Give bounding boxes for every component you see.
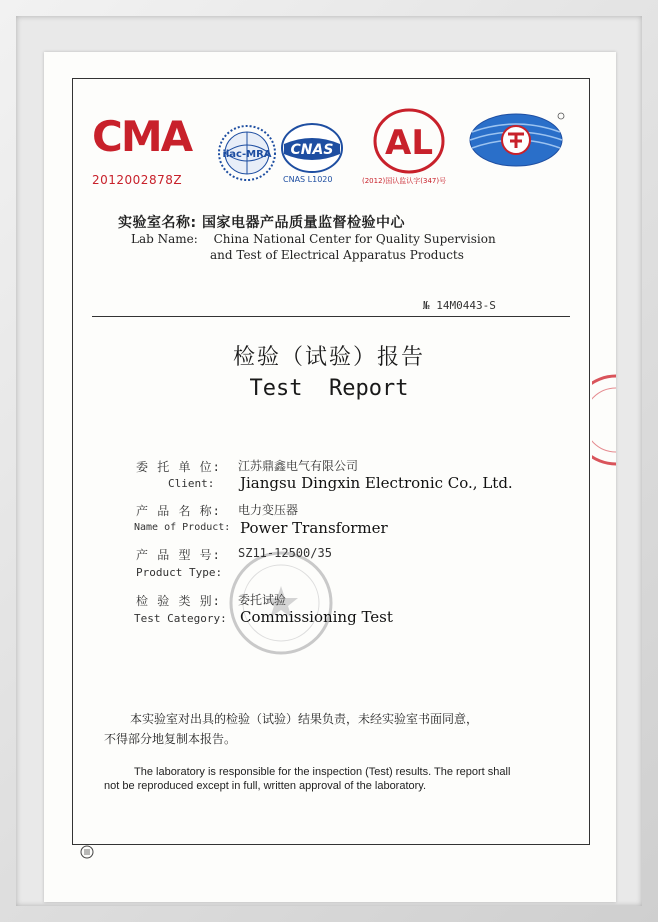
client-value-en: Jiangsu Dingxin Electronic Co., Ltd. bbox=[240, 474, 513, 492]
test-category-label-en: Test Category: bbox=[134, 612, 227, 625]
footer-mark-icon bbox=[80, 844, 94, 863]
report-title-cn: 检验（试验）报告 bbox=[232, 345, 425, 370]
lab-value-cn: 国家电器产品质量监督检验中心 bbox=[201, 215, 405, 231]
notice-cn-line2: 不得部分地复制本报告。 bbox=[104, 732, 237, 746]
product-name-value-cn: 电力变压器 bbox=[238, 503, 299, 517]
test-category-label-cn: 检 验 类 别: bbox=[136, 594, 221, 608]
cnas-number: CNAS L1020 bbox=[283, 175, 333, 184]
lab-name-cn bbox=[118, 212, 405, 232]
product-name-value-en: Power Transformer bbox=[240, 519, 388, 537]
ilac-mra-icon bbox=[216, 123, 278, 187]
cal-number: (2012)国认监认字(347)号 bbox=[362, 177, 447, 185]
side-seal-icon bbox=[592, 374, 616, 470]
product-type-value: SZ11-12500/35 bbox=[238, 546, 332, 560]
product-type-label-cn: 产 品 型 号: bbox=[136, 548, 221, 562]
client-label-cn: 委 托 单 位: bbox=[136, 460, 221, 474]
svg-text:CNAS: CNAS bbox=[290, 142, 334, 158]
notice-cn-line1: 本实验室对出具的检验（试验）结果负责，未经实验室书面同意， bbox=[130, 712, 479, 726]
divider bbox=[92, 316, 570, 317]
lab-label-en: Lab Name: bbox=[131, 232, 198, 246]
notice-en-line1: The laboratory is responsible for the inspection (Test) results. The report shall bbox=[134, 766, 511, 778]
product-name-label-cn: 产 品 名 称: bbox=[136, 504, 221, 518]
cma-number: 2012002878Z bbox=[92, 173, 183, 187]
svg-text:ilac-MRA: ilac-MRA bbox=[222, 149, 272, 160]
cma-logo: CMA bbox=[92, 112, 192, 161]
product-name-label-en: Name of Product: bbox=[134, 522, 231, 533]
lab-name-en bbox=[131, 232, 496, 246]
test-category-value-en: Commissioning Test bbox=[240, 608, 393, 626]
lab-value-en-line1: China National Center for Quality Supervision bbox=[213, 232, 496, 246]
cal-logo bbox=[372, 108, 446, 178]
lab-value-en-line2: and Test of Electrical Apparatus Products bbox=[210, 248, 464, 262]
client-value-cn: 江苏鼎鑫电气有限公司 bbox=[238, 459, 359, 473]
notice-en-line2: not be reproduced except in full, written approval of the laboratory. bbox=[104, 780, 427, 792]
test-category-value-cn: 委托试验 bbox=[238, 593, 287, 607]
report-title-en: Test Report bbox=[249, 376, 409, 401]
svg-text:AL: AL bbox=[385, 123, 433, 163]
report-number: № 14M0443-S bbox=[423, 299, 496, 312]
product-type-label-en: Product Type: bbox=[136, 566, 223, 579]
client-label-en: Client: bbox=[168, 477, 215, 490]
lab-label-cn: 实验室名称: bbox=[118, 215, 197, 231]
cnas-logo bbox=[280, 122, 344, 178]
cqc-logo-icon bbox=[466, 110, 566, 174]
